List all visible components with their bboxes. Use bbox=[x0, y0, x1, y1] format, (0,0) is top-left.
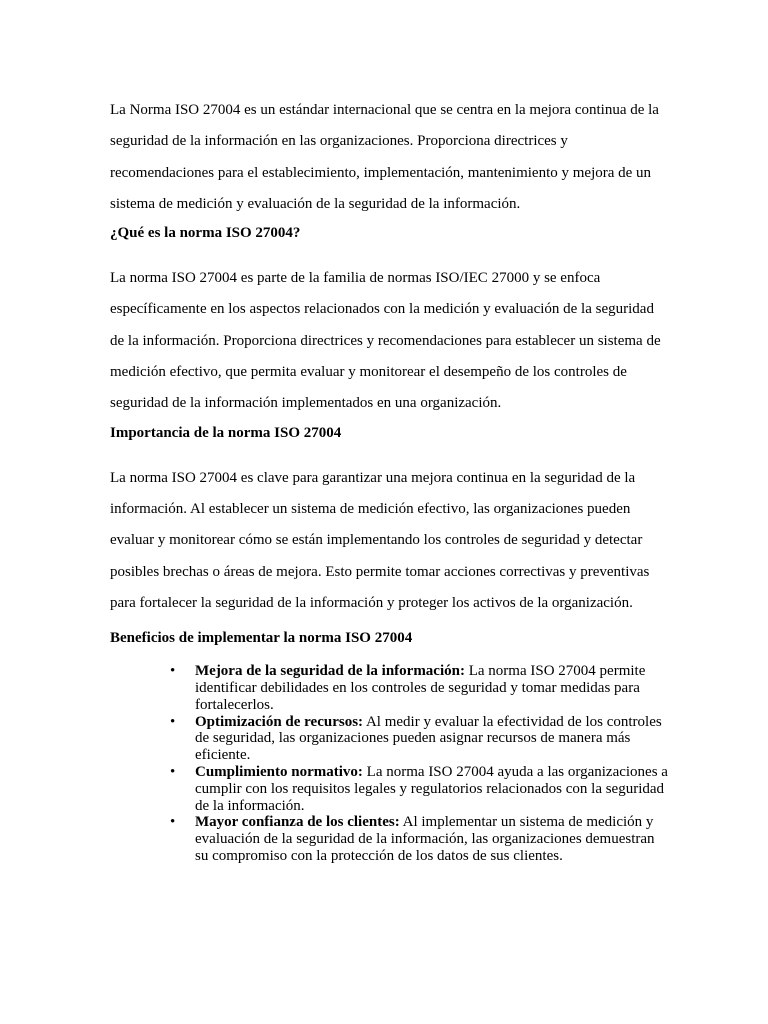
section-body-what-is: La norma ISO 27004 es parte de la familia de normas ISO/IEC 27000 y se enfoca específicamente en los aspectos relacionados con la medición y evaluación de la seguridad de la información. Proporciona directrices y recomendaciones para establecer un sistema de medición efectivo, que permita evaluar y monitorear el desempeño de los controles de seguridad de la información implementados en una organización. bbox=[110, 270, 661, 412]
section-heading-importance: Importancia de la norma ISO 27004 bbox=[110, 424, 342, 441]
benefit-text: Al medir y evaluar la efectividad de los controles de seguridad, las organizaciones pueden asignar recursos de manera más eficiente. bbox=[195, 713, 662, 764]
list-item bbox=[170, 663, 670, 713]
bullet-icon: • bbox=[170, 814, 176, 831]
bullet-icon: • bbox=[170, 663, 176, 680]
bullet-icon: • bbox=[170, 713, 176, 730]
list-item bbox=[170, 763, 670, 814]
benefit-title: Mayor confianza de los clientes: bbox=[195, 814, 400, 831]
benefits-list bbox=[110, 663, 670, 865]
section-body-importance: La norma ISO 27004 es clave para garantizar una mejora continua en la seguridad de la información. Al establecer un sistema de medición efectivo, las organizaciones pueden evaluar y monitorear cómo se están implementando los controles de seguridad y detectar posibles brechas o áreas de mejora. Esto permite tomar acciones correctivas y preventivas para fortalecer la seguridad de la información y proteger los activos de la organización. bbox=[110, 469, 650, 611]
section-heading-what-is: ¿Qué es la norma ISO 27004? bbox=[110, 225, 301, 242]
intro-paragraph: La Norma ISO 27004 es un estándar internacional que se centra en la mejora continua de la seguridad de la información en las organizaciones. Proporciona directrices y recomendaciones para el establecimiento, implementación, mantenimiento y mejora de un sistema de medición y evaluación de la seguridad de la información. bbox=[110, 102, 659, 212]
benefit-text: La norma ISO 27004 ayuda a las organizaciones a cumplir con los requisitos legales y regulatorios relacionados con la seguridad de la información. bbox=[195, 763, 668, 814]
list-item bbox=[170, 713, 670, 764]
benefit-title: Mejora de la seguridad de la información: bbox=[195, 663, 465, 680]
benefit-title: Optimización de recursos: bbox=[195, 713, 364, 730]
bullet-icon: • bbox=[170, 763, 176, 780]
list-item bbox=[170, 814, 670, 864]
benefit-text: Al implementar un sistema de medición y evaluación de la seguridad de la información, las organizaciones demuestran su compromiso con la protección de los datos de sus clientes. bbox=[195, 814, 655, 864]
benefit-text: La norma ISO 27004 permite identificar debilidades en los controles de seguridad y tomar medidas para fortalecerlos. bbox=[195, 663, 646, 713]
document-page bbox=[110, 95, 670, 865]
benefit-title: Cumplimiento normativo: bbox=[195, 763, 363, 780]
section-heading-benefits: Beneficios de implementar la norma ISO 27004 bbox=[110, 630, 413, 647]
